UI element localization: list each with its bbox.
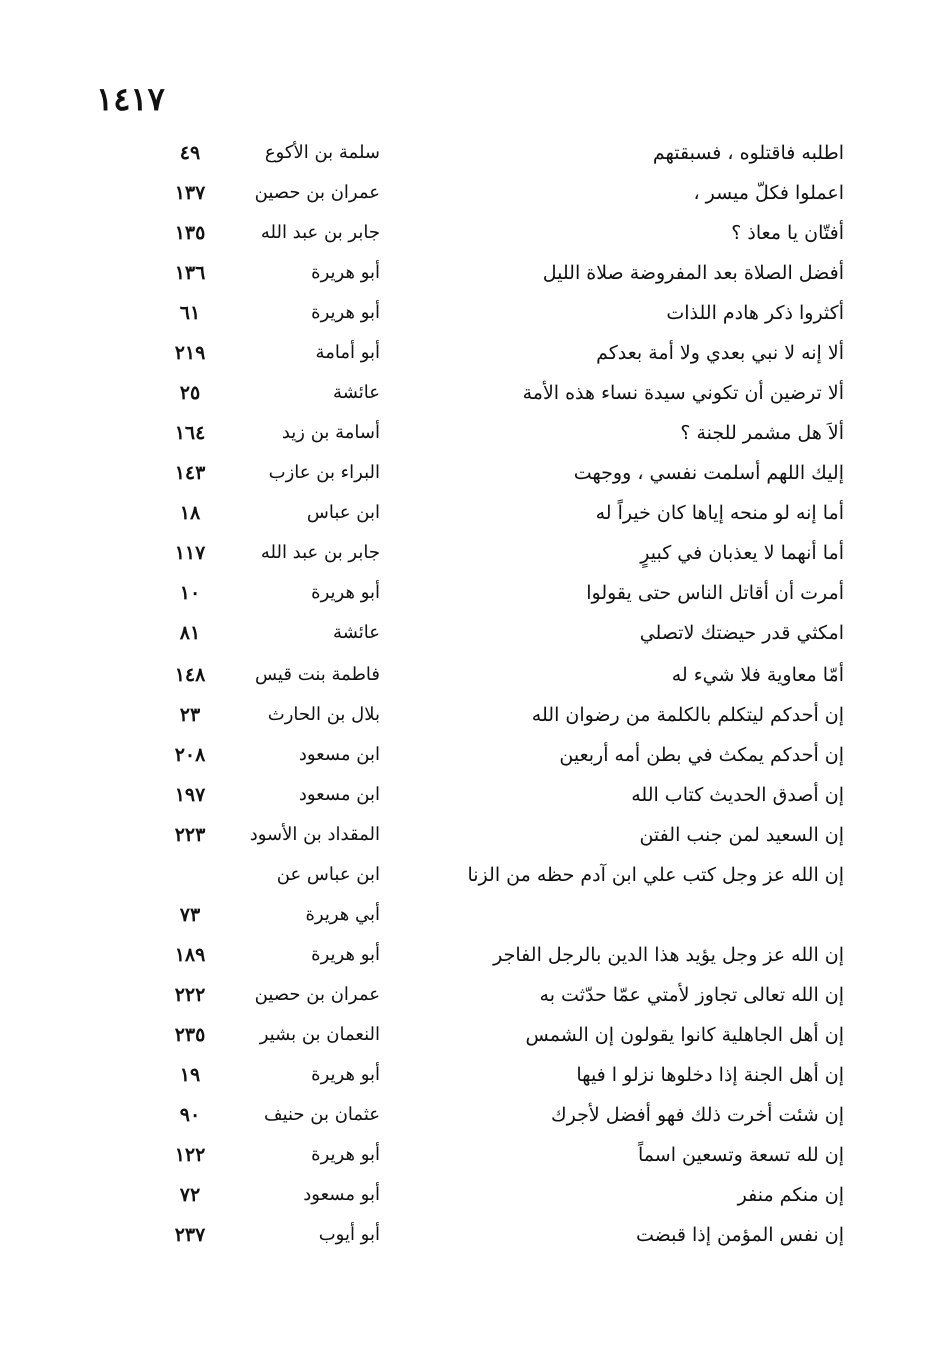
hadith-text: أما إنه لو منحه إياها كان خيراً له xyxy=(595,502,844,524)
page-reference: ٢٣٧ xyxy=(174,1224,206,1246)
narrator-name: المقداد بن الأسود xyxy=(249,824,380,845)
page-reference: ١٢٢ xyxy=(174,1144,206,1166)
narrator-name: ابن مسعود xyxy=(298,784,380,805)
hadith-text: ألاَ هل مشمر للجنة ؟ xyxy=(680,422,844,444)
hadith-text: أفضل الصلاة بعد المفروضة صلاة الليل xyxy=(542,262,844,284)
narrator-name: عائشة xyxy=(333,382,380,403)
index-row xyxy=(0,456,932,496)
narrator-name: عثمان بن حنيف xyxy=(263,1104,380,1125)
index-row xyxy=(0,1098,932,1138)
hadith-text: إن أحدكم ليتكلم بالكلمة من رضوان الله xyxy=(531,704,844,726)
index-row xyxy=(0,978,932,1018)
hadith-text: أمّا معاوية فلا شيء له xyxy=(671,664,844,686)
page-number: ١٤١٧ xyxy=(96,80,165,118)
narrator-name: أبو هريرة xyxy=(311,1144,380,1165)
index-row xyxy=(0,296,932,336)
index-row xyxy=(0,336,932,376)
narrator-name: جابر بن عبد الله xyxy=(260,222,380,243)
index-row xyxy=(0,778,932,818)
page-reference: ٩٠ xyxy=(179,1104,201,1126)
hadith-text: أكثروا ذكر هادم اللذات xyxy=(666,302,844,324)
index-row xyxy=(0,616,932,656)
hadith-text: إن السعيد لمن جنب الفتن xyxy=(639,824,844,846)
index-row xyxy=(0,416,932,456)
index-row xyxy=(0,176,932,216)
page-reference: ١٩ xyxy=(179,1064,201,1086)
narrator-name: أبو هريرة xyxy=(311,582,380,603)
page-reference: ١٨٩ xyxy=(174,944,206,966)
hadith-text: أمرت أن أقاتل الناس حتى يقولوا xyxy=(586,582,844,604)
index-row xyxy=(0,938,932,978)
index-row xyxy=(0,818,932,858)
hadith-text: إن الله تعالى تجاوز لأمتي عمّا حدّثت به xyxy=(539,984,844,1006)
hadith-text: إن شئت أخرت ذلك فهو أفضل لأجرك xyxy=(550,1104,844,1126)
narrator-name: أبو هريرة xyxy=(311,302,380,323)
page-reference: ٢١٩ xyxy=(174,342,206,364)
index-row xyxy=(0,256,932,296)
page-reference: ٨١ xyxy=(179,622,201,644)
index-row xyxy=(0,858,932,898)
page-reference: ٧٢ xyxy=(179,1184,201,1206)
narrator-name: أبو هريرة xyxy=(311,1064,380,1085)
index-row xyxy=(0,1218,932,1258)
hadith-text: أفتّان يا معاذ ؟ xyxy=(731,222,844,244)
page-reference: ٦١ xyxy=(179,302,201,324)
page-reference: ١٣٧ xyxy=(174,182,206,204)
page-reference: ١٩٧ xyxy=(174,784,206,806)
hadith-text: إن الله عز وجل يؤيد هذا الدين بالرجل الفاجر xyxy=(493,944,844,966)
hadith-text: إن أهل الجنة إذا دخلوها نزلو ا فيها xyxy=(576,1064,844,1086)
narrator-name: فاطمة بنت قيس xyxy=(254,664,380,685)
index-row xyxy=(0,576,932,616)
page-reference: ١٠ xyxy=(179,582,201,604)
narrator-name: أبو مسعود xyxy=(303,1184,380,1205)
page-reference: ١٨ xyxy=(179,502,201,524)
narrator-name: أسامة بن زيد xyxy=(281,422,380,443)
index-row xyxy=(0,898,932,938)
narrator-name: ابن مسعود xyxy=(298,744,380,765)
hadith-text: إن أهل الجاهلية كانوا يقولون إن الشمس xyxy=(525,1024,844,1046)
hadith-text: ألا ترضين أن تكوني سيدة نساء هذه الأمة xyxy=(522,382,844,404)
index-row xyxy=(0,1018,932,1058)
page-reference: ٢٢٢ xyxy=(174,984,206,1006)
hadith-text: ألا إنه لا نبي بعدي ولا أمة بعدكم xyxy=(596,342,844,364)
hadith-text: إن أصدق الحديث كتاب الله xyxy=(631,784,844,806)
hadith-text: إن منكم منفر xyxy=(737,1184,844,1206)
narrator-name: أبو هريرة xyxy=(311,944,380,965)
index-row xyxy=(0,658,932,698)
hadith-text: أما أنهما لا يعذبان في كبيرٍ xyxy=(640,542,844,564)
page-reference: ١٦٤ xyxy=(174,422,206,444)
page-reference: ١٣٦ xyxy=(174,262,206,284)
index-row xyxy=(0,216,932,256)
index-row xyxy=(0,376,932,416)
narrator-name: أبو هريرة xyxy=(311,262,380,283)
hadith-text: إن الله عز وجل كتب علي ابن آدم حظه من الزنا xyxy=(467,864,844,886)
hadith-text: اطلبه فاقتلوه ، فسبقتهم xyxy=(652,142,844,164)
narrator-name: عائشة xyxy=(333,622,380,643)
narrator-name: عمران بن حصين xyxy=(254,984,380,1005)
narrator-name: البراء بن عازب xyxy=(268,462,380,483)
page-reference: ١٤٣ xyxy=(174,462,206,484)
page-reference: ١١٧ xyxy=(174,542,206,564)
page-reference: ٢٣٥ xyxy=(174,1024,206,1046)
page-reference: ١٣٥ xyxy=(174,222,206,244)
narrator-name: ابن عباس عن xyxy=(276,864,380,885)
page-reference: ٢٣ xyxy=(179,704,201,726)
page-reference: ١٤٨ xyxy=(174,664,206,686)
page-reference: ٢٢٣ xyxy=(174,824,206,846)
narrator-name: بلال بن الحارث xyxy=(267,704,380,725)
page-reference: ٧٣ xyxy=(179,904,201,926)
index-row xyxy=(0,1178,932,1218)
narrator-name: أبو أمامة xyxy=(315,342,380,363)
narrator-name: أبي هريرة xyxy=(305,904,380,925)
narrator-name: عمران بن حصين xyxy=(254,182,380,203)
index-row xyxy=(0,738,932,778)
narrator-name: ابن عباس xyxy=(306,502,380,523)
hadith-text: إن لله تسعة وتسعين اسماً xyxy=(638,1144,844,1166)
index-row xyxy=(0,1058,932,1098)
index-row xyxy=(0,698,932,738)
index-row xyxy=(0,496,932,536)
index-row xyxy=(0,136,932,176)
narrator-name: النعمان بن بشير xyxy=(259,1024,380,1045)
page-reference: ٤٩ xyxy=(179,142,201,164)
index-row xyxy=(0,536,932,576)
narrator-name: أبو أيوب xyxy=(318,1224,380,1245)
hadith-text: امكثي قدر حيضتك لاتصلي xyxy=(639,622,844,644)
hadith-text: اعملوا فكلّ ميسر ، xyxy=(693,182,844,204)
index-row xyxy=(0,1138,932,1178)
narrator-name: سلمة بن الأكوع xyxy=(264,142,380,163)
page-reference: ٢٥ xyxy=(179,382,201,404)
hadith-text: إن نفس المؤمن إذا قبضت xyxy=(636,1224,844,1246)
hadith-text: إليك اللهم أسلمت نفسي ، ووجهت xyxy=(573,462,844,484)
hadith-text: إن أحدكم يمكث في بطن أمه أربعين xyxy=(559,744,844,766)
page-reference: ٢٠٨ xyxy=(174,744,206,766)
narrator-name: جابر بن عبد الله xyxy=(260,542,380,563)
